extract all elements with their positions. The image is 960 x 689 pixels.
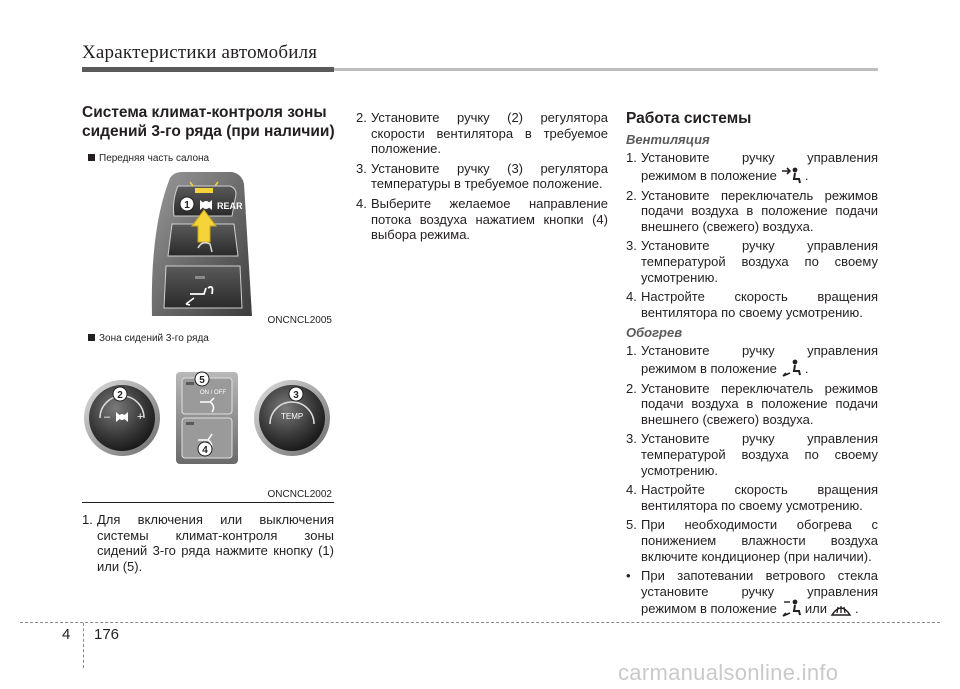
temp-label: TEMP <box>281 412 304 421</box>
figure-bottom-rule <box>82 502 334 503</box>
callout-3: 3 <box>293 390 299 401</box>
footer-vertical-rule <box>83 623 84 668</box>
figure-front-caption: Передняя часть салона <box>88 153 209 164</box>
page-number: 176 <box>94 626 120 643</box>
ventilation-title: Вентиляция <box>626 132 710 147</box>
figure-front-panel <box>82 148 334 328</box>
chapter-number: 4 <box>62 626 71 643</box>
front-panel-illustration <box>82 148 334 328</box>
col1-steps <box>82 512 334 574</box>
list-item: 3. Установите ручку управления температурой воздуха по своему усмотрению. <box>626 238 878 285</box>
list-item: 1. Установите ручку управления режимом в положение . <box>626 343 878 376</box>
heating-section <box>626 325 878 617</box>
callout-5: 5 <box>199 375 205 386</box>
list-item: 2. Установите переключатель режимов подачи воздуха в положение подачи внешнего (свежего) воздуха. <box>626 187 878 234</box>
list-item: 5. При необходимости обогрева с понижением влажности воздуха включите кондиционер (при наличии). <box>626 517 878 564</box>
col2-steps <box>356 110 608 243</box>
list-item: 2. Установите переключатель режимов подачи воздуха в положение подачи внешнего (свежего) воздуха. <box>626 380 878 427</box>
callout-1: 1 <box>184 200 190 211</box>
watermark: carmanualsonline.info <box>618 660 839 685</box>
list-item: 3. Установите ручку управления температурой воздуха по своему усмотрению. <box>626 431 878 478</box>
list-item: 2. Установите ручку (2) регулятора скорости вентилятора в требуемое положение. <box>356 110 608 157</box>
system-operation-title: Работа системы <box>626 110 752 127</box>
callout-2: 2 <box>117 390 123 401</box>
section-title: Система климат-контроля зоны сидений 3-го ряда (при наличии) <box>82 104 335 140</box>
figure-rear-code: ONCNCL2002 <box>267 489 332 500</box>
page-header-title: Характеристики автомобиля <box>82 42 318 63</box>
callout-4: 4 <box>202 445 208 456</box>
figure-front-code: ONCNCL2005 <box>267 315 332 326</box>
footer-rule <box>20 622 940 623</box>
list-item: • При запотевании ветрового стекла установите ручку управления режимом в положение или . <box>626 568 878 617</box>
ventilation-section <box>626 132 878 320</box>
list-item: 4. Выберите желаемое направление потока воздуха нажатием кнопки (4) выбора режима. <box>356 195 608 243</box>
list-item: 4. Настройте скорость вращения вентилятора по своему усмотрению. <box>626 482 878 513</box>
floor-defrost-mode-icon <box>780 599 802 617</box>
face-vent-mode-icon <box>780 166 802 184</box>
list-item: 4. Настройте скорость вращения вентилятора по своему усмотрению. <box>626 289 878 320</box>
list-item: 3. Установите ручку (3) регулятора температуры в требуемое положение. <box>356 160 608 192</box>
onoff-label: ON / OFF <box>200 390 226 396</box>
fan-plus-label: + <box>137 411 144 423</box>
header-rule-accent <box>82 67 334 72</box>
floor-mode-icon <box>780 359 802 377</box>
list-item: 1. Установите ручку управления режимом в положение . <box>626 150 878 183</box>
heating-title: Обогрев <box>626 325 683 340</box>
fan-minus-label: – <box>104 411 111 423</box>
list-item: 1. Для включения или выключения системы климат-контроля зоны сидений 3-го ряда нажмите кнопку (1) или (5). <box>82 512 334 574</box>
defrost-icon <box>830 599 852 617</box>
rear-button-label: REAR <box>217 201 243 211</box>
rear-panel-illustration <box>82 328 334 502</box>
figure-rear-panel <box>82 328 334 502</box>
figure-rear-caption: Зона сидений 3-го ряда <box>88 333 209 344</box>
